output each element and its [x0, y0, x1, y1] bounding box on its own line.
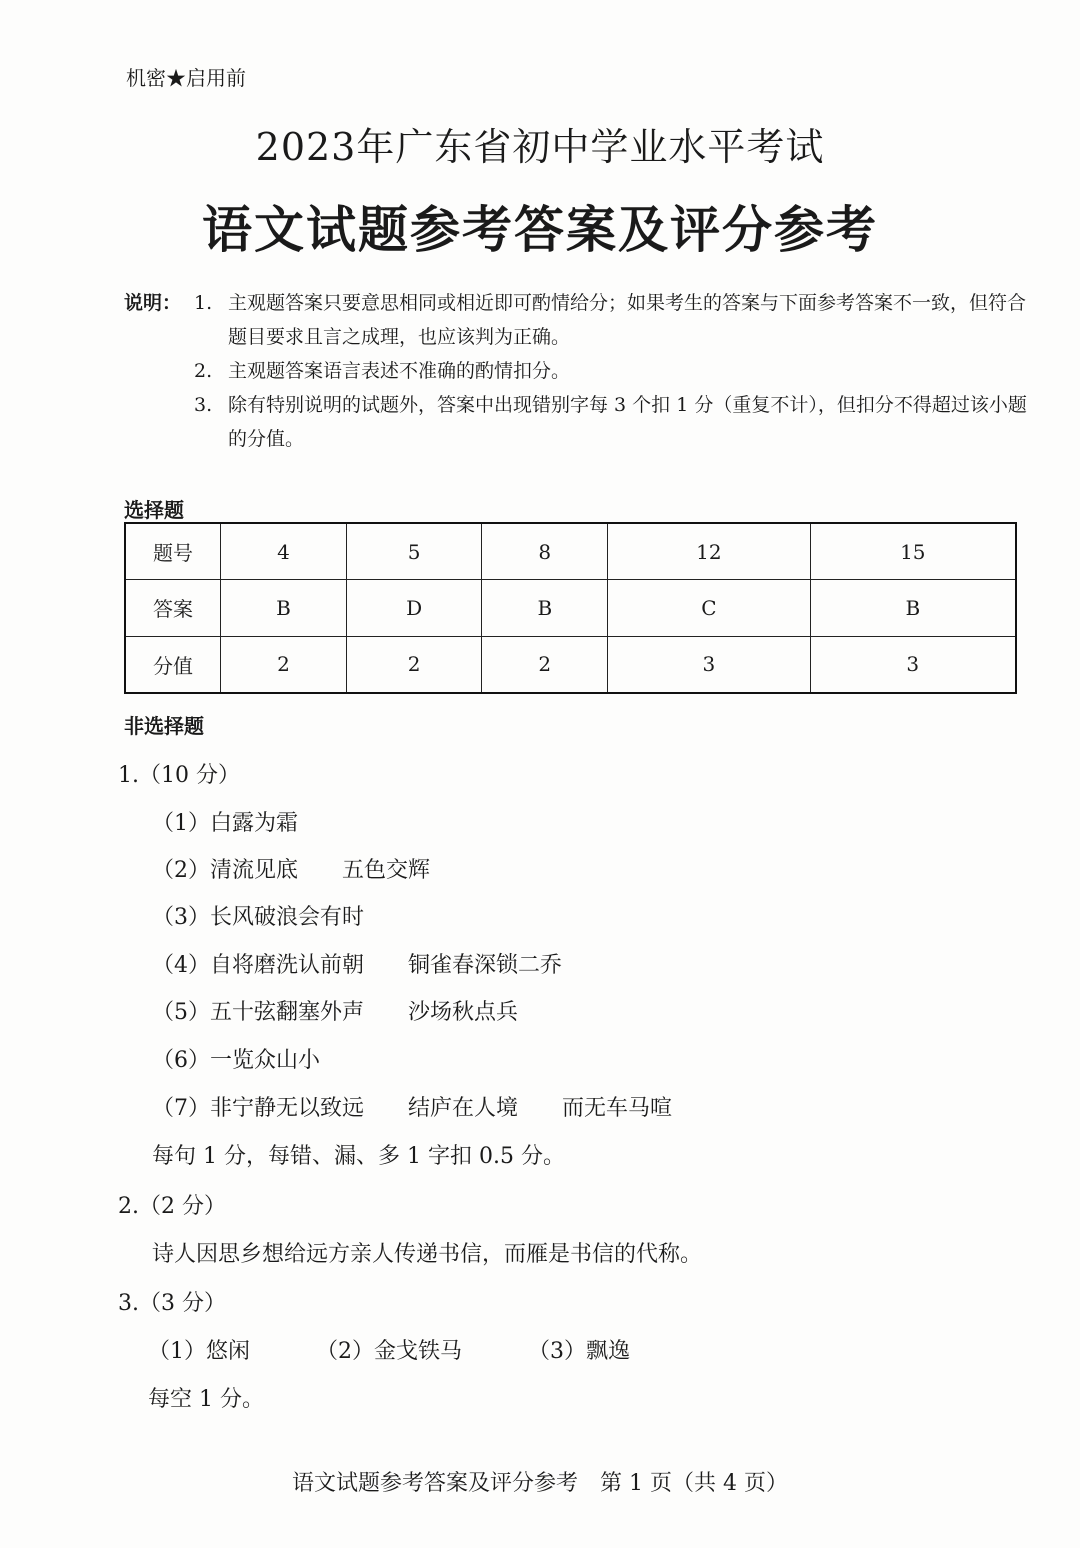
instruction-text: 主观题答案语言表述不准确的酌情扣分。 [228, 360, 571, 382]
table-row [125, 580, 1016, 636]
table-cell: B [482, 580, 608, 636]
answer-text: （2）清流见底 [152, 858, 298, 883]
instruction-number: 1. [194, 292, 213, 314]
row-header: 答案 [125, 580, 221, 636]
table-cell: C [608, 580, 810, 636]
instruction-number: 2. [194, 360, 213, 382]
instructions-label: 说明： [124, 292, 182, 314]
answer-line [152, 995, 518, 1026]
answer-line [152, 1043, 320, 1074]
answer-text: （1）悠闲 [148, 1339, 250, 1364]
table-cell: B [221, 580, 347, 636]
answer-text: （3）长风破浪会有时 [152, 905, 364, 930]
instruction-item [124, 286, 1028, 354]
instruction-item [124, 354, 1028, 388]
page-footer: 语文试题参考答案及评分参考 第 1 页（共 4 页） [292, 1471, 788, 1496]
answer-text: （5）五十弦翻塞外声 [152, 1000, 364, 1025]
scoring-note: 每空 1 分。 [148, 1387, 264, 1412]
table-cell: D [346, 580, 481, 636]
document-title: 语文试题参考答案及评分参考 [202, 201, 878, 259]
table-cell: 3 [608, 636, 810, 693]
answer-text: （7）非宁静无以致远 [152, 1096, 364, 1121]
table-row [125, 636, 1016, 693]
answer-text: 五色交辉 [342, 858, 431, 883]
answer-text: 沙场秋点兵 [408, 1000, 519, 1025]
answer-text: 铜雀春深锁二乔 [408, 953, 563, 978]
table-cell: 4 [221, 523, 347, 580]
table-cell: 2 [221, 636, 347, 693]
answer-line [152, 806, 298, 837]
answer-text: 结庐在人境 [408, 1096, 519, 1121]
answer-text: （3）飘逸 [528, 1339, 630, 1364]
instruction-text: 除有特别说明的试题外，答案中出现错别字每 3 个扣 1 分（重复不计），但扣分不得超过该小题的分值。 [228, 394, 1027, 450]
exam-title: 2023年广东省初中学业水平考试 [255, 125, 825, 169]
instruction-number: 3. [194, 394, 213, 416]
row-header: 题号 [125, 523, 221, 580]
answer-text: 诗人因思乡想给远方亲人传递书信，而雁是书信的代称。 [152, 1242, 703, 1267]
answer-text: （6）一览众山小 [152, 1048, 320, 1073]
scoring-note: 每句 1 分，每错、漏、多 1 字扣 0.5 分。 [152, 1144, 565, 1169]
question-2-head: 2.（2 分） [118, 1194, 226, 1219]
instruction-item [124, 388, 1028, 456]
answer-text: （1）白露为霜 [152, 811, 298, 836]
row-header: 分值 [125, 636, 221, 693]
answer-table [124, 522, 1017, 694]
answer-line [152, 853, 430, 884]
instruction-text: 主观题答案只要意思相同或相近即可酌情给分；如果考生的答案与下面参考答案不一致，但符合题目要求且言之成理，也应该判为正确。 [228, 292, 1027, 348]
answer-line [152, 900, 364, 931]
table-cell: 12 [608, 523, 810, 580]
table-cell: 15 [810, 523, 1016, 580]
table-row [125, 523, 1016, 580]
answer-line [152, 1091, 672, 1122]
answer-text: （4）自将磨洗认前朝 [152, 953, 364, 978]
table-cell: 5 [346, 523, 481, 580]
table-cell: 3 [810, 636, 1016, 693]
answer-line [152, 948, 562, 979]
answer-text: 而无车马喧 [562, 1096, 673, 1121]
instructions [124, 286, 1028, 456]
nonchoice-section-title: 非选择题 [124, 714, 204, 738]
confidential-mark: 机密★启用前 [126, 66, 246, 90]
answer-line [148, 1334, 630, 1365]
question-3-head: 3.（3 分） [118, 1291, 226, 1316]
table-cell: 2 [346, 636, 481, 693]
answer-text: （2）金戈铁马 [316, 1339, 462, 1364]
table-cell: 8 [482, 523, 608, 580]
table-cell: 2 [482, 636, 608, 693]
choice-section-title: 选择题 [124, 498, 184, 522]
table-cell: B [810, 580, 1016, 636]
question-1-head: 1.（10 分） [118, 763, 240, 788]
